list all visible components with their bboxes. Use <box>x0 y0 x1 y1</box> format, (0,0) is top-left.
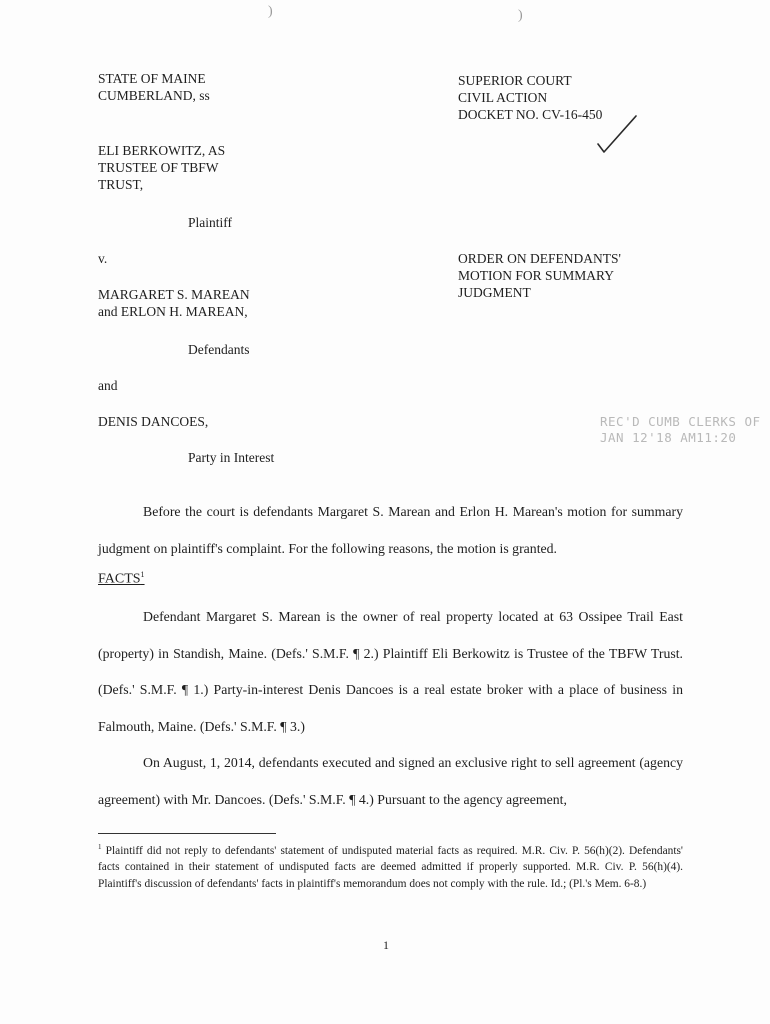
defendant-name-line1: MARGARET S. MAREAN <box>98 287 250 302</box>
caption-docket: DOCKET NO. CV-16-450 <box>458 107 603 122</box>
caption-court: SUPERIOR COURT <box>458 73 572 88</box>
page-number: 1 <box>383 938 389 952</box>
versus: v. <box>98 251 108 266</box>
footnote <box>98 839 683 892</box>
stamp-line2: JAN 12'18 AM11:20 <box>600 430 737 445</box>
defendant-role: Defendants <box>188 342 250 357</box>
clerk-received-stamp <box>600 414 761 446</box>
order-title-line3: JUDGMENT <box>458 285 531 300</box>
footnote-ref: 1 <box>140 570 145 579</box>
footnote-mark: 1 <box>98 843 102 851</box>
plaintiff-name-line2: TRUSTEE OF TBFW <box>98 160 219 175</box>
interest-party-role: Party in Interest <box>188 450 275 465</box>
order-title-line2: MOTION FOR SUMMARY <box>458 268 615 283</box>
footnote-divider <box>98 833 276 834</box>
plaintiff-role: Plaintiff <box>188 215 233 230</box>
plaintiff-name-line1: ELI BERKOWITZ, AS <box>98 143 226 158</box>
order-title-line1: ORDER ON DEFENDANTS' <box>458 251 621 266</box>
defendant-name-line2: and ERLON H. MAREAN, <box>98 304 248 319</box>
caption-action: CIVIL ACTION <box>458 90 548 105</box>
stamp-line1: REC'D CUMB CLERKS OF <box>600 414 761 429</box>
scan-artifact: ) <box>268 4 273 19</box>
handwritten-check-mark-icon <box>594 114 640 160</box>
and-connector: and <box>98 378 118 393</box>
facts-paragraph-1: Defendant Margaret S. Marean is the owner of real property located at 63 Ossipee Trail East (property) in Standish, Maine. (Defs.' S.M.F. ¶ 2.) Plaintiff Eli Berkowitz is Trustee of the TBFW Trust. (Defs.' S.M.F. ¶ 1.) Party-in-interest Denis Dancoes is a real estate broker with a place of business in Falmouth, Maine. (Defs.' S.M.F. ¶ 3.) <box>98 609 683 734</box>
footnote-text: Plaintiff did not reply to defendants' statement of undisputed material facts as required. M.R. Civ. P. 56(h)(2). Defendants' facts contained in their statement of undisputed facts are deemed admitted if properly supported. M.R. Civ. P. 56(h)(4). Plaintiff's discussion of defendants' facts in plaintiff's memorandum does not comply with the rule. Id.; (Pl.'s Mem. 6-8.) <box>98 844 683 890</box>
interest-party-name: DENIS DANCOES, <box>98 414 209 429</box>
facts-heading: FACTS$^1$ <box>98 570 145 587</box>
intro-paragraph: Before the court is defendants Margaret S. Marean and Erlon H. Marean's motion for summary judgment on plaintiff's complaint. For the following reasons, the motion is granted. <box>98 504 683 556</box>
plaintiff-name-line3: TRUST, <box>98 177 144 192</box>
scan-artifact: ) <box>518 8 523 23</box>
caption-state: STATE OF MAINE <box>98 71 206 86</box>
facts-paragraph-2: On August, 1, 2014, defendants executed and signed an exclusive right to sell agreement (agency agreement) with Mr. Dancoes. (Defs.' S.M.F. ¶ 4.) Pursuant to the agency agreement, <box>98 755 683 807</box>
caption-county: CUMBERLAND, ss <box>98 88 210 103</box>
